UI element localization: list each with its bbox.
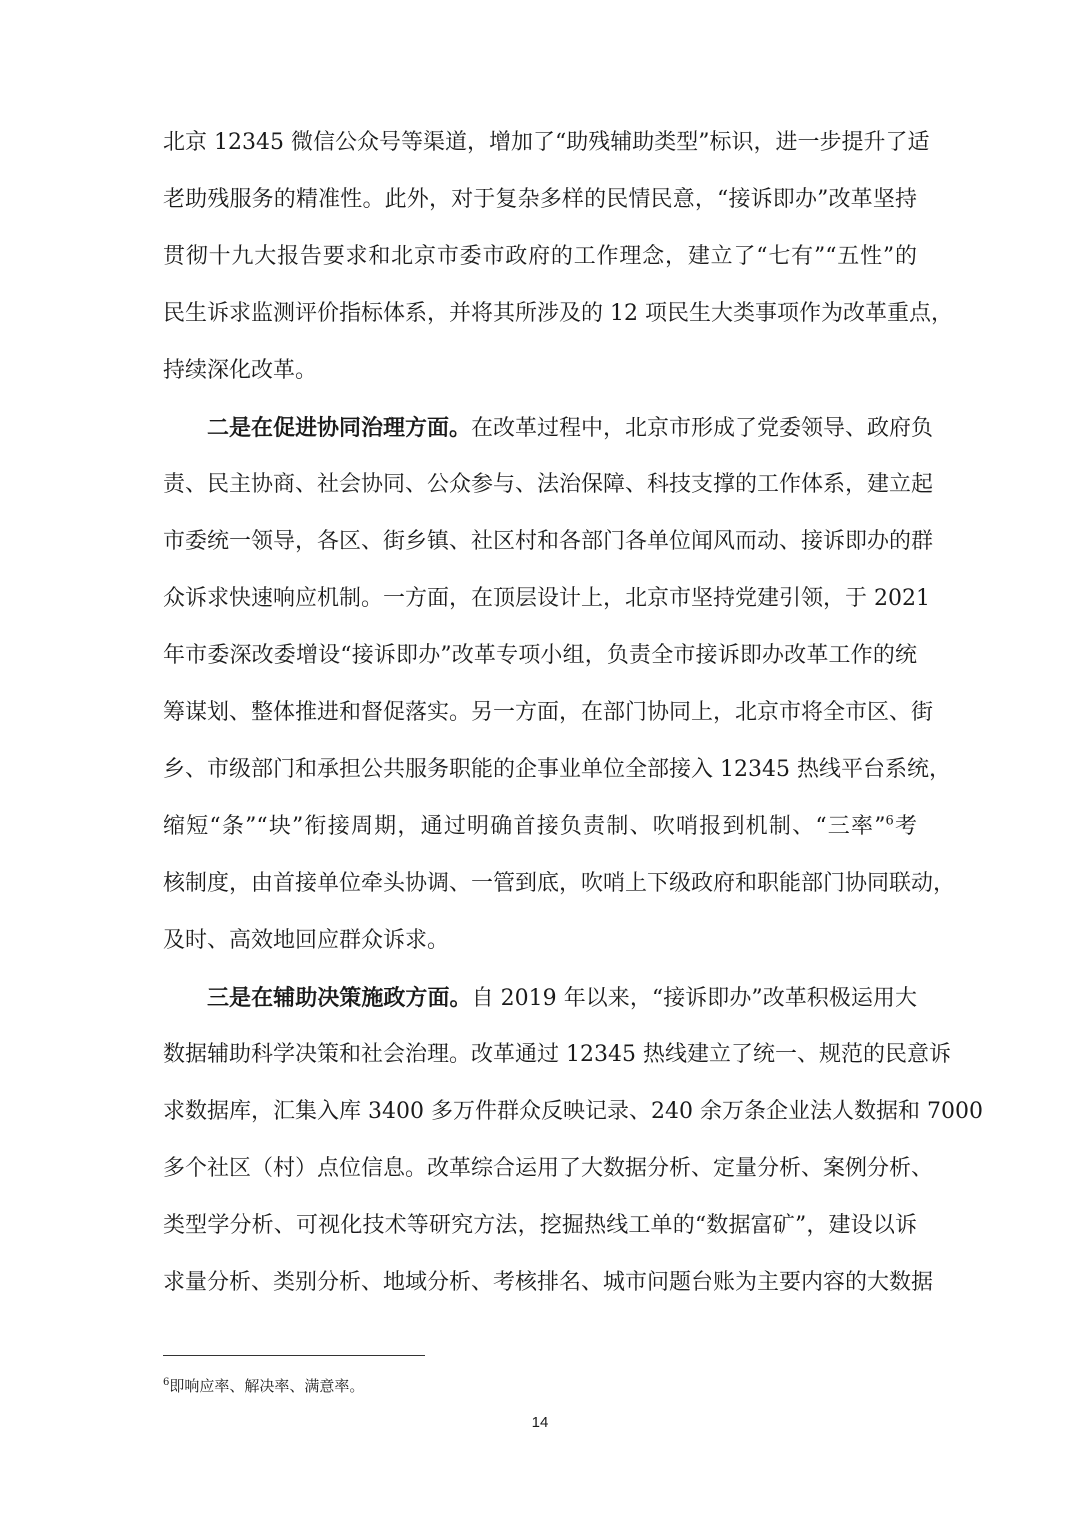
paragraph2-first-line — [207, 413, 934, 444]
footnote — [163, 1376, 364, 1396]
paragraph3-first-line — [207, 983, 917, 1014]
paragraph2-line: 核制度，由首接单位牵头协调、一管到底，吹哨上下级政府和职能部门协同联动， — [163, 871, 956, 896]
paragraph1-line: 持续深化改革。 — [163, 358, 318, 383]
paragraph2-line: 年市委深改委增设“接诉即办”改革专项小组，负责全市接诉即办改革工作的统 — [163, 643, 917, 668]
paragraph2-note-line-tail: 考 — [893, 814, 917, 839]
paragraph1-line: 北京 12345 微信公众号等渠道，增加了“助残辅助类型”标识，进一步提升了适 — [163, 130, 930, 155]
paragraph3-lead: 三是在辅助决策施政方面。 — [207, 985, 472, 1011]
page-number: 14 — [531, 1414, 549, 1431]
paragraph3-line: 求数据库，汇集入库 3400 多万件群众反映记录、240 余万条企业法人数据和 7000 — [163, 1099, 983, 1124]
paragraph3-line: 多个社区（村）点位信息。改革综合运用了大数据分析、定量分析、案例分析、 — [163, 1156, 934, 1181]
paragraph1-line: 民生诉求监测评价指标体系，并将其所涉及的 12 项民生大类事项作为改革重点， — [163, 301, 953, 326]
paragraph2-line: 及时、高效地回应群众诉求。 — [163, 928, 450, 953]
footnote-text: 即响应率、解决率、满意率。 — [169, 1377, 365, 1395]
paragraph3-line: 类型学分析、可视化技术等研究方法，挖掘热线工单的“数据富矿”，建设以诉 — [163, 1213, 917, 1238]
paragraph3-first-line-text: 自 2019 年以来，“接诉即办”改革积极运用大 — [471, 986, 917, 1011]
paragraph2-line: 众诉求快速响应机制。一方面，在顶层设计上，北京市坚持党建引领，于 2021 — [163, 586, 930, 611]
footnote-divider — [163, 1355, 425, 1356]
paragraph2-lead: 二是在促进协同治理方面。 — [207, 415, 472, 441]
paragraph3-line: 数据辅助科学决策和社会治理。改革通过 12345 热线建立了统一、规范的民意诉 — [163, 1042, 951, 1067]
paragraph2-line: 市委统一领导，各区、街乡镇、社区村和各部门各单位闻风而动、接诉即办的群 — [163, 529, 934, 554]
footnote-reference[interactable]: 6 — [885, 813, 894, 829]
paragraph2-first-line-text: 在改革过程中，北京市形成了党委领导、政府负 — [471, 416, 934, 441]
paragraph2-note-line-text: 缩短“条”“块”衔接周期，通过明确首接负责制、吹哨报到机制、“三率” — [163, 814, 886, 839]
paragraph1-line: 老助残服务的精准性。此外，对于复杂多样的民情民意，“接诉即办”改革坚持 — [163, 187, 917, 212]
paragraph2-line: 责、民主协商、社会协同、公众参与、法治保障、科技支撑的工作体系，建立起 — [163, 472, 934, 497]
paragraph2-line: 乡、市级部门和承担公共服务职能的企事业单位全部接入 12345 热线平台系统， — [163, 757, 951, 782]
footnote-number: 6 — [163, 1377, 170, 1388]
paragraph2-line: 筹谋划、整体推进和督促落实。另一方面，在部门协同上，北京市将全市区、街 — [163, 700, 934, 725]
paragraph3-line: 求量分析、类别分析、地域分析、考核排名、城市问题台账为主要内容的大数据 — [163, 1270, 934, 1295]
paragraph1-line: 贯彻十九大报告要求和北京市委市政府的工作理念，建立了“七有”“五性”的 — [163, 244, 917, 269]
paragraph2-note-line — [163, 812, 917, 842]
